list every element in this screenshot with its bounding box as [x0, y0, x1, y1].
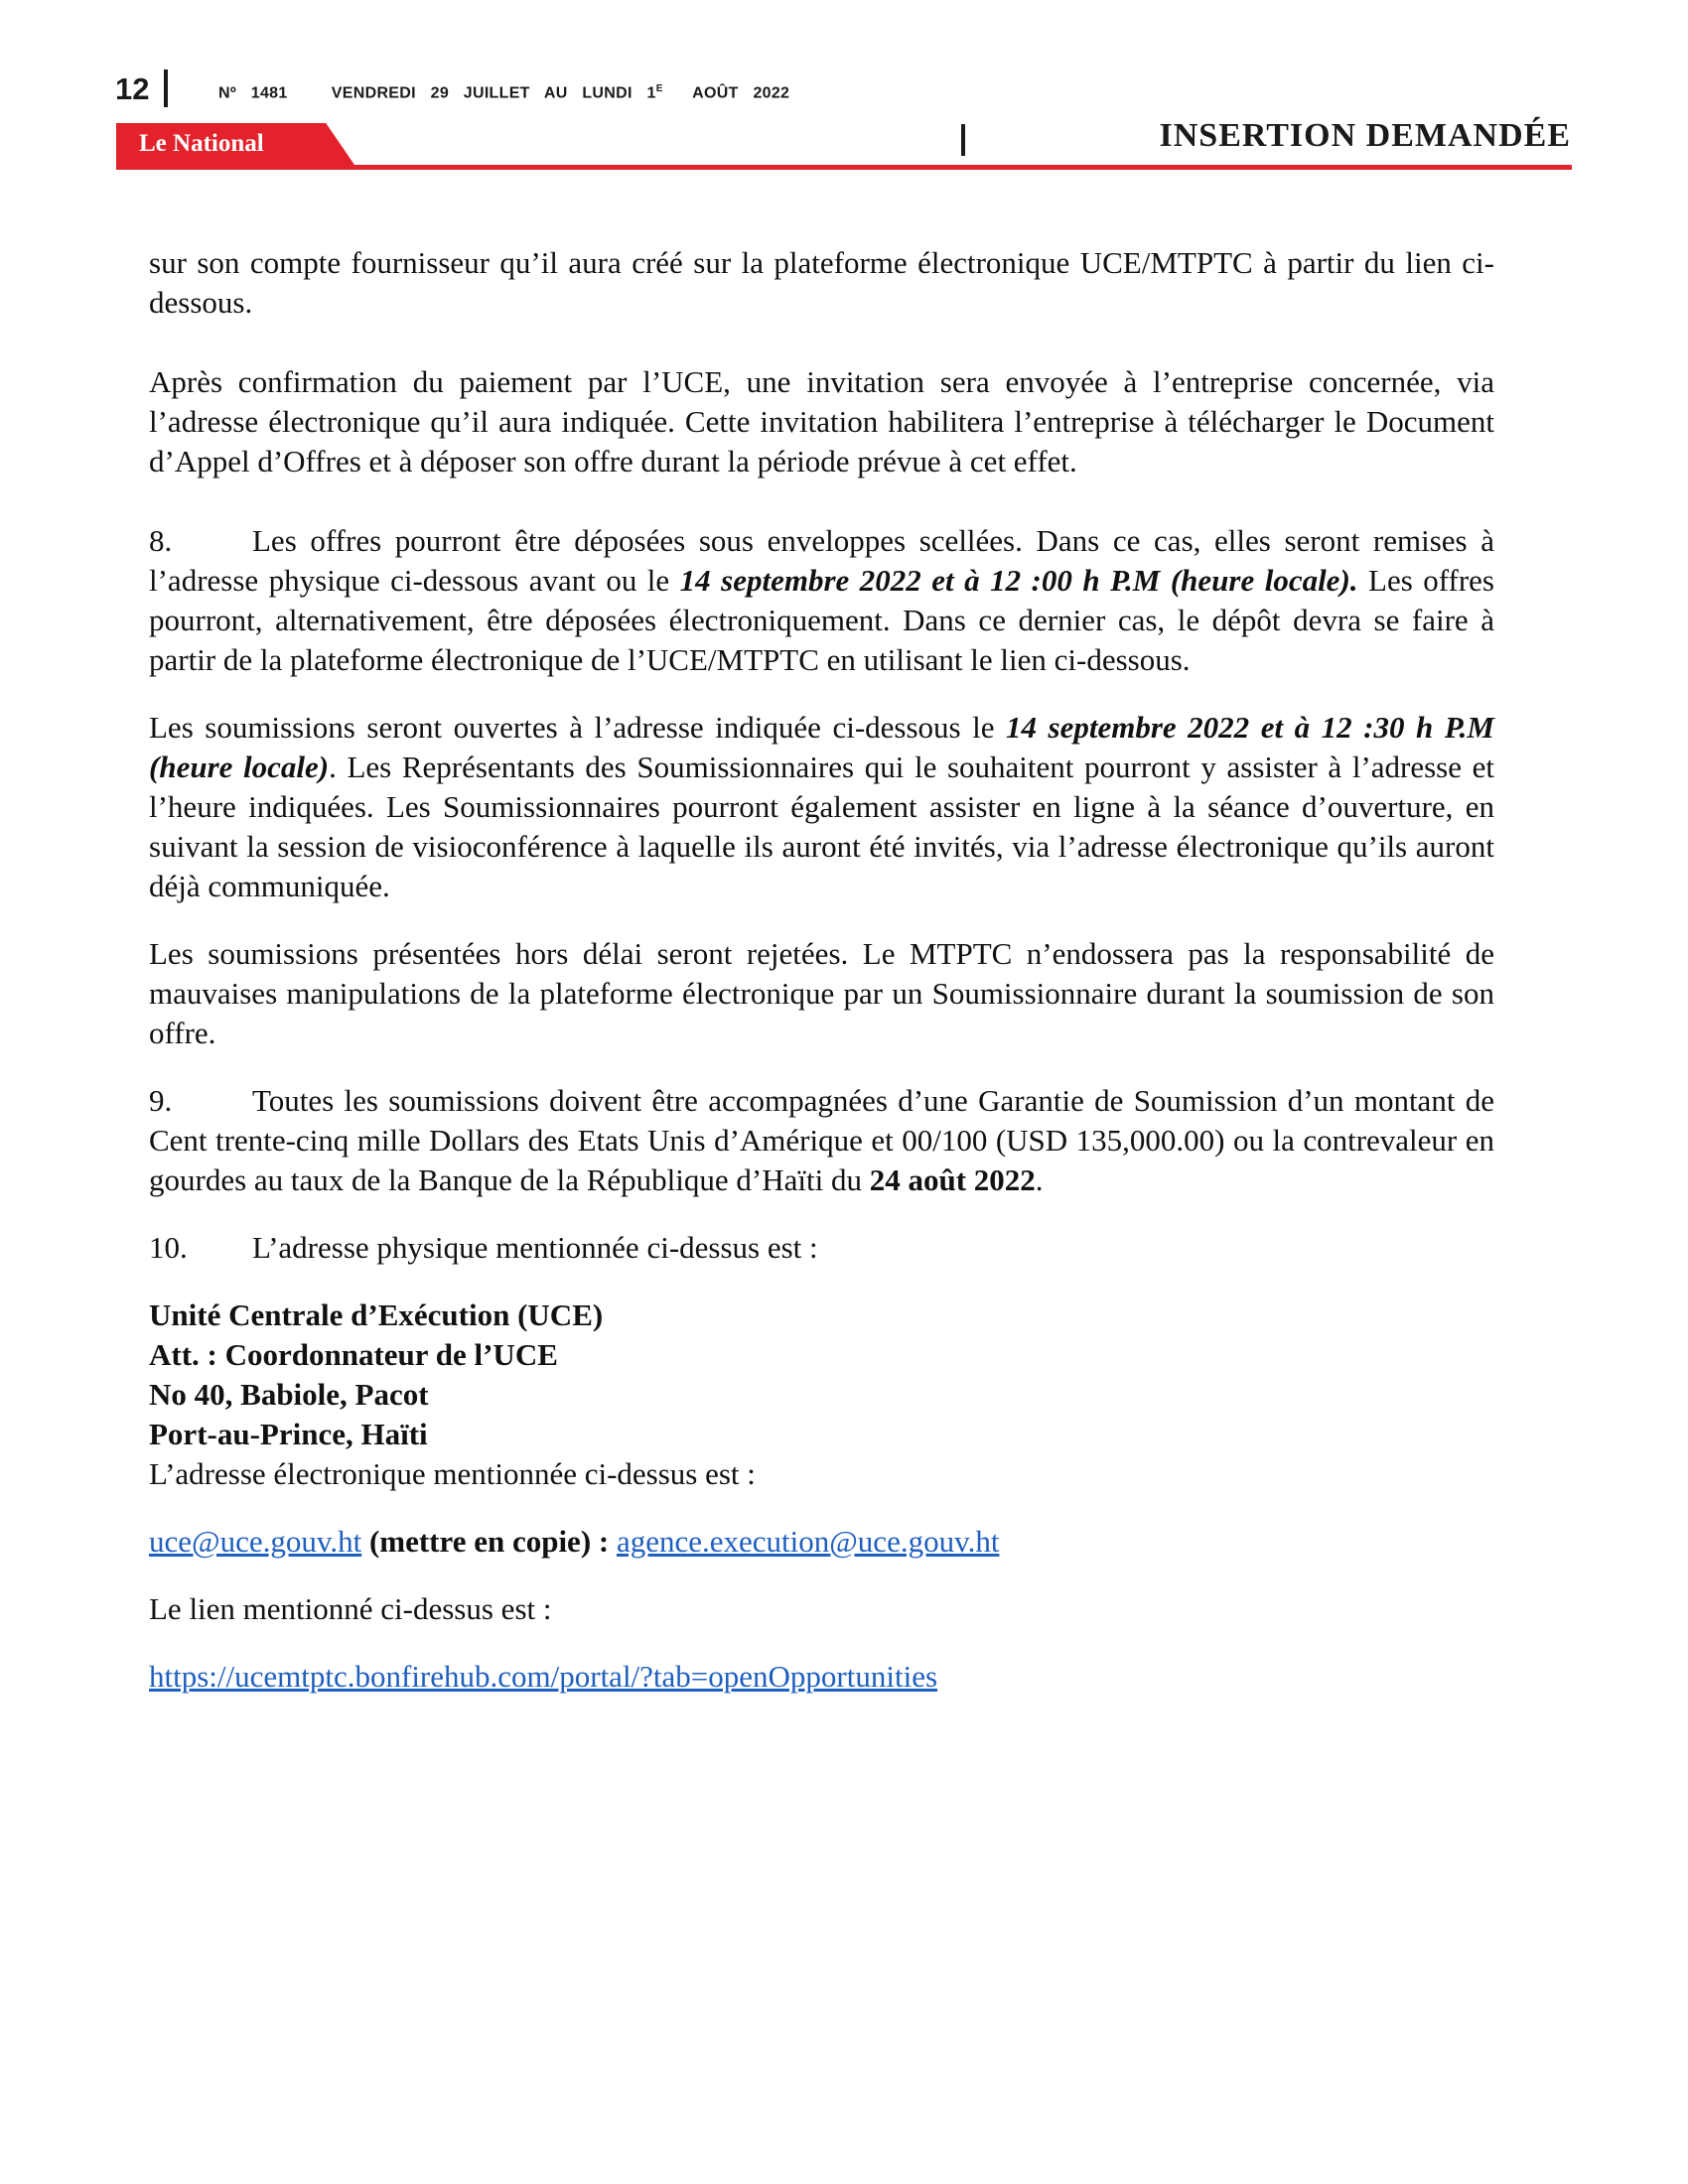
email-link-agence[interactable]: agence.execution@uce.gouv.ht [616, 1524, 1000, 1559]
paragraph-item-8 [149, 521, 1494, 680]
paragraph-payment-confirmation [149, 362, 1494, 481]
page-number: 12 [115, 71, 150, 106]
email-link-uce[interactable]: uce@uce.gouv.ht [149, 1524, 362, 1559]
paragraph-text: Après confirmation du paiement par l’UCE, une invitation sera envoyée à l’entreprise concernée, via l’adresse électronique qu’il aura indiquée. Cette invitation habilitera l’entreprise à télécharger le Document d’Appel d’Offres et à déposer son offre durant la période prévue à cet effet. [149, 364, 1494, 478]
physical-address-block [149, 1296, 1494, 1494]
item-number: 10. [149, 1230, 188, 1265]
paragraph-late-submissions [149, 934, 1494, 1053]
deadline-text: 14 septembre 2022 et à 12 :00 h P.M (heure locale). [679, 563, 1358, 598]
address-line: No 40, Babiole, Pacot [149, 1377, 429, 1412]
issue-number: Nº 1481 [218, 84, 288, 102]
address-line: Unité Centrale d’Exécution (UCE) [149, 1297, 604, 1332]
portal-link-line [149, 1657, 1494, 1697]
paragraph-item-9 [149, 1081, 1494, 1200]
masthead [0, 0, 1688, 179]
address-line: Att. : Coordonnateur de l’UCE [149, 1337, 558, 1372]
page-number-divider [164, 69, 168, 107]
section-title: INSERTION DEMANDÉE [1159, 117, 1571, 154]
paragraph-text: L’adresse physique mentionnée ci-dessus est : [252, 1230, 818, 1265]
header-rule [116, 165, 1572, 170]
item-number: 9. [149, 1083, 173, 1118]
paragraph-opening-session [149, 708, 1494, 906]
email-line [149, 1522, 1494, 1562]
issue-date-line [218, 83, 789, 102]
issue-date-post: AOÛT 2022 [692, 84, 790, 102]
paragraph-text: Les offres pourront être déposées sous enveloppes scellées. Dans ce cas, elles seront remises à l’adresse physique ci-dessous avant ou le [149, 523, 1494, 598]
issue-date-pre: VENDREDI 29 JUILLET AU LUNDI 1 [331, 84, 656, 102]
issue-date-sup: E [655, 83, 663, 94]
item-number: 8. [149, 523, 173, 558]
email-copy-note: (mettre en copie) : [361, 1524, 617, 1559]
paragraph-text: Les offres pourront, alternativement, être déposées électroniquement. Dans ce dernier cas, le dépôt devra se faire à partir de la plateforme électronique de l’UCE/MTPTC en utilisant le lien ci-dessous. [149, 563, 1494, 677]
paragraph-text: Toutes les soumissions doivent être accompagnées d’une Garantie de Soumission d’un montant de Cent trente-cinq mille Dollars des Etats Unis d’Amérique et 00/100 (USD 135,000.00) ou la contrevaleur en gourdes au taux de la Banque de la République d’Haïti du [149, 1083, 1494, 1197]
email-intro: L’adresse électronique mentionnée ci-dessus est : [149, 1456, 756, 1491]
link-intro [149, 1589, 1494, 1629]
paragraph-supplier-account [149, 243, 1494, 323]
paragraph-text: . [1035, 1162, 1044, 1197]
address-line: Port-au-Prince, Haïti [149, 1417, 428, 1451]
article-body [149, 243, 1494, 1724]
paragraph-text: Le lien mentionné ci-dessus est : [149, 1591, 552, 1626]
paragraph-text: Les soumissions seront ouvertes à l’adresse indiquée ci-dessous le [149, 710, 1007, 745]
paragraph-item-10 [149, 1228, 1494, 1268]
portal-link[interactable]: https://ucemtptc.bonfirehub.com/portal/?tab=openOpportunities [149, 1659, 938, 1694]
brand-logo: Le National [139, 130, 264, 157]
opening-time-text: 14 septembre 2022 et à 12 :30 h P.M (heure locale) [149, 710, 1494, 784]
paragraph-text: sur son compte fournisseur qu’il aura créé sur la plateforme électronique UCE/MTPTC à partir du lien ci-dessous. [149, 245, 1494, 320]
paragraph-text: Les soumissions présentées hors délai seront rejetées. Le MTPTC n’endossera pas la responsabilité de mauvaises manipulations de la plateforme électronique par un Soumissionnaire durant la soumission de son offre. [149, 936, 1494, 1050]
paragraph-text: . Les Représentants des Soumissionnaires qui le souhaitent pourront y assister à l’adresse et l’heure indiquées. Les Soumissionnaires pourront également assister en ligne à la séance d’ouverture, en suivant la session de visioconférence à laquelle ils auront été invités, via l’adresse électronique qu’ils auront déjà communiquée. [149, 750, 1494, 903]
section-divider [961, 124, 965, 156]
guarantee-date: 24 août 2022 [869, 1162, 1036, 1197]
